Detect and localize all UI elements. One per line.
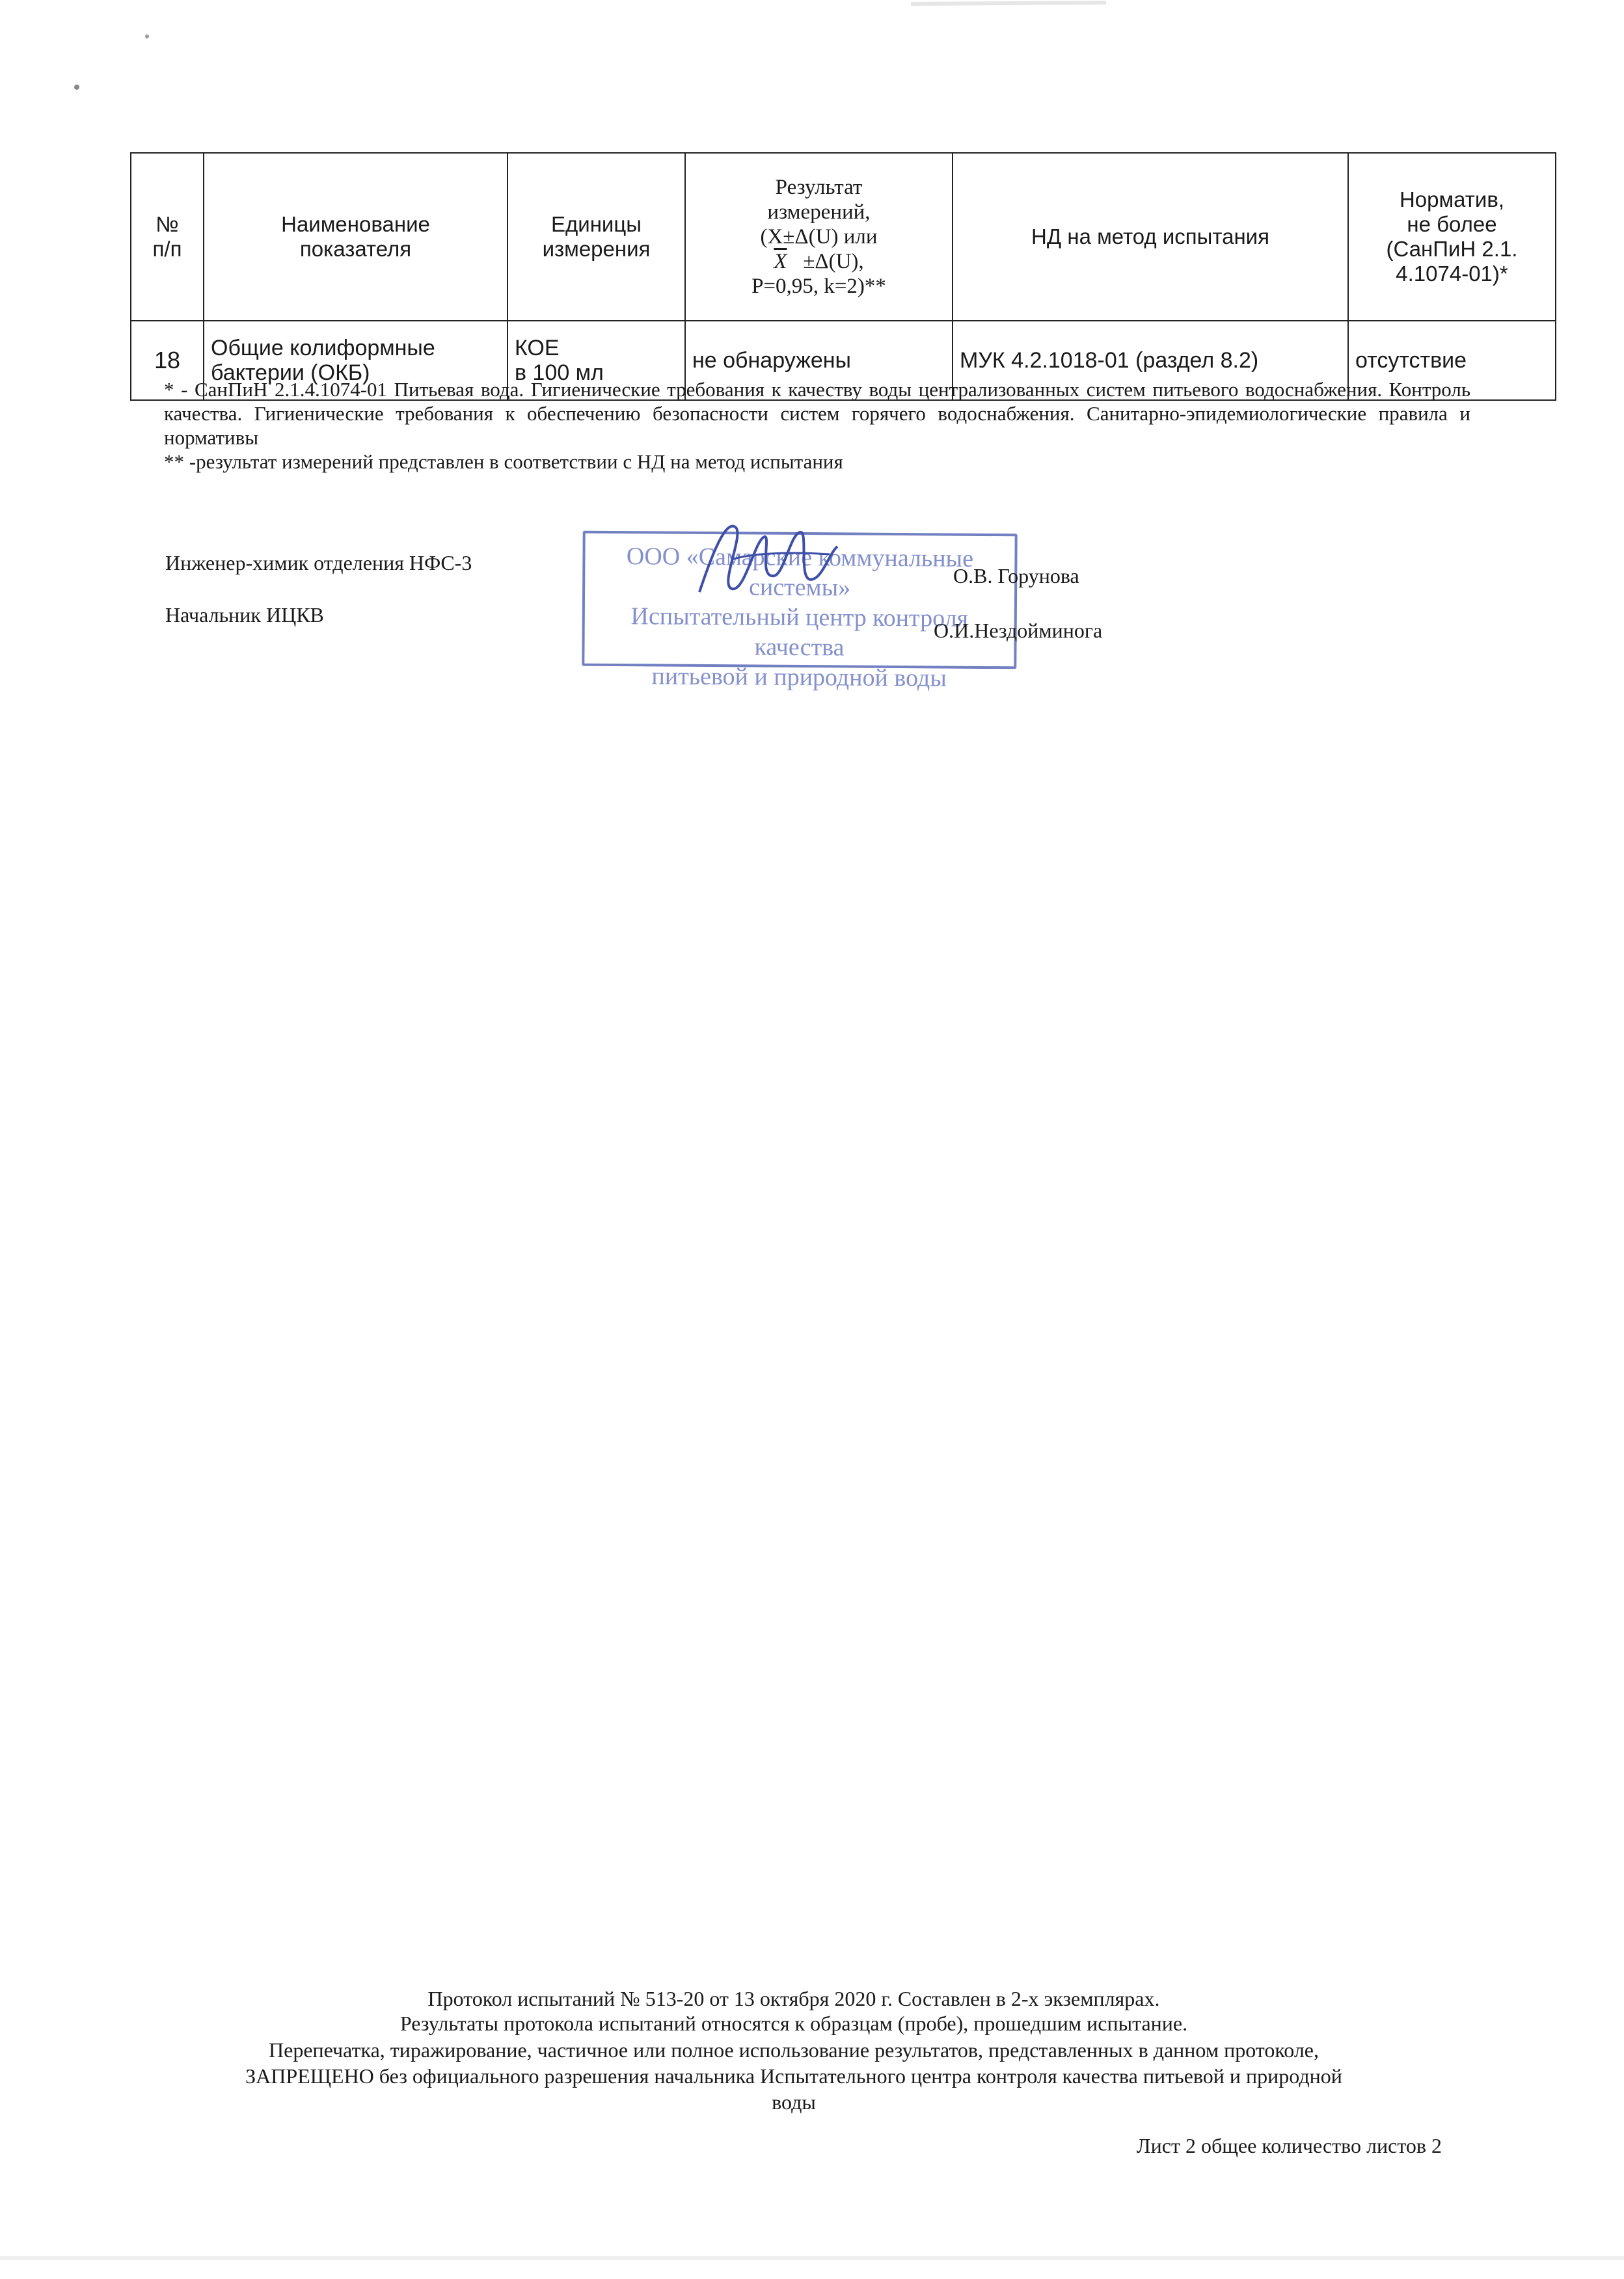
engineer-name: О.В. Горунова <box>953 564 1079 587</box>
header-num-line1: № <box>156 212 179 236</box>
scan-specks <box>0 0 1624 130</box>
footer-results-note: Результаты протокола испытаний относятся к образцам (пробе), прошедшим испытание. <box>399 2012 1188 2035</box>
row-norm: отсутствие <box>1348 321 1556 400</box>
header-units-line1: Единицы <box>551 212 642 236</box>
header-method-label: НД на метод испытания <box>1031 224 1269 249</box>
header-method <box>953 153 1348 321</box>
header-norm-line1: Норматив, <box>1399 187 1505 211</box>
header-name-line2: показателя <box>299 237 412 261</box>
header-result-line2: измерений, <box>767 200 871 224</box>
head-title: Начальник ИЦКВ <box>165 603 324 627</box>
header-result-line4: ±Δ(U), <box>803 250 864 273</box>
footer-reprint-3: воды <box>772 2090 816 2114</box>
stamp-line3: питьевой и природной воды <box>651 662 947 692</box>
footer-protocol: Протокол испытаний № 513-20 от 13 октября 2020 г. Составлен в 2-х экземплярах. <box>427 1987 1160 2010</box>
footnote-result: ** -результат измерений представлен в соответствии с НД на метод испытания <box>164 450 843 473</box>
footer-reprint-2: ЗАПРЕЩЕНО без официального разрешения начальника Испытательного центра контроля качества питьевой и природной <box>245 2064 1342 2088</box>
header-norm-line3: (СанПиН 2.1. <box>1386 237 1518 261</box>
header-name-line1: Наименование <box>281 212 430 236</box>
sheet-number: Лист 2 общее количество листов 2 <box>1136 2134 1442 2157</box>
header-num-line2: п/п <box>152 237 182 261</box>
header-units <box>508 153 685 321</box>
row-result: не обнаружены <box>685 321 953 400</box>
row-method: МУК 4.2.1018-01 (раздел 8.2) <box>953 321 1348 400</box>
header-result-line5: P=0,95, k=2)** <box>751 275 886 298</box>
row-units-line1: КОЕ <box>515 336 560 360</box>
header-norm-line2: не более <box>1407 212 1497 236</box>
footer-reprint-1: Перепечатка, тиражирование, частичное или полное использование результатов, представленных в данном протоколе, <box>269 2038 1319 2062</box>
row-num: 18 <box>131 321 204 400</box>
header-name <box>204 153 508 321</box>
results-table <box>130 152 1556 401</box>
footnotes <box>164 377 1470 474</box>
header-units-line2: измерения <box>542 237 651 261</box>
scan-bottom-edge <box>0 2256 1624 2260</box>
row-name-line2: бактерии (ОКБ) <box>211 360 370 385</box>
header-norm <box>1348 153 1556 321</box>
row-name-line1: Общие колиформные <box>211 336 435 360</box>
header-result-xbar: $\overline{X}$ <box>774 250 787 273</box>
engineer-title: Инженер-химик отделения НФС-3 <box>165 551 472 574</box>
head-name: О.И.Нездойминога <box>934 619 1103 642</box>
stamp-line2: Испытательный центр контроля качества <box>630 602 969 662</box>
footnote-sanpin: * - СанПиН 2.1.4.1074-01 Питьевая вода. Гигиенические требования к качеству воды централизованных систем питьевого водоснабжения. Контроль качества. Гигиенические требования к обеспечению безопасности систем горячего водоснабжения. Санитарно-эпидемиологические правила и нормативы <box>164 378 1470 449</box>
header-result <box>685 153 953 321</box>
header-num <box>131 153 204 321</box>
stamp-line1: ООО «Самарские коммунальные системы» <box>626 543 974 602</box>
header-result-line1: Результат <box>775 176 863 199</box>
header-norm-line4: 4.1074-01)* <box>1396 262 1508 286</box>
table-header-row <box>131 153 1556 321</box>
signature <box>693 514 843 612</box>
row-units-line2: в 100 мл <box>515 360 604 385</box>
header-result-line3: (X±Δ(U) или <box>760 225 878 249</box>
